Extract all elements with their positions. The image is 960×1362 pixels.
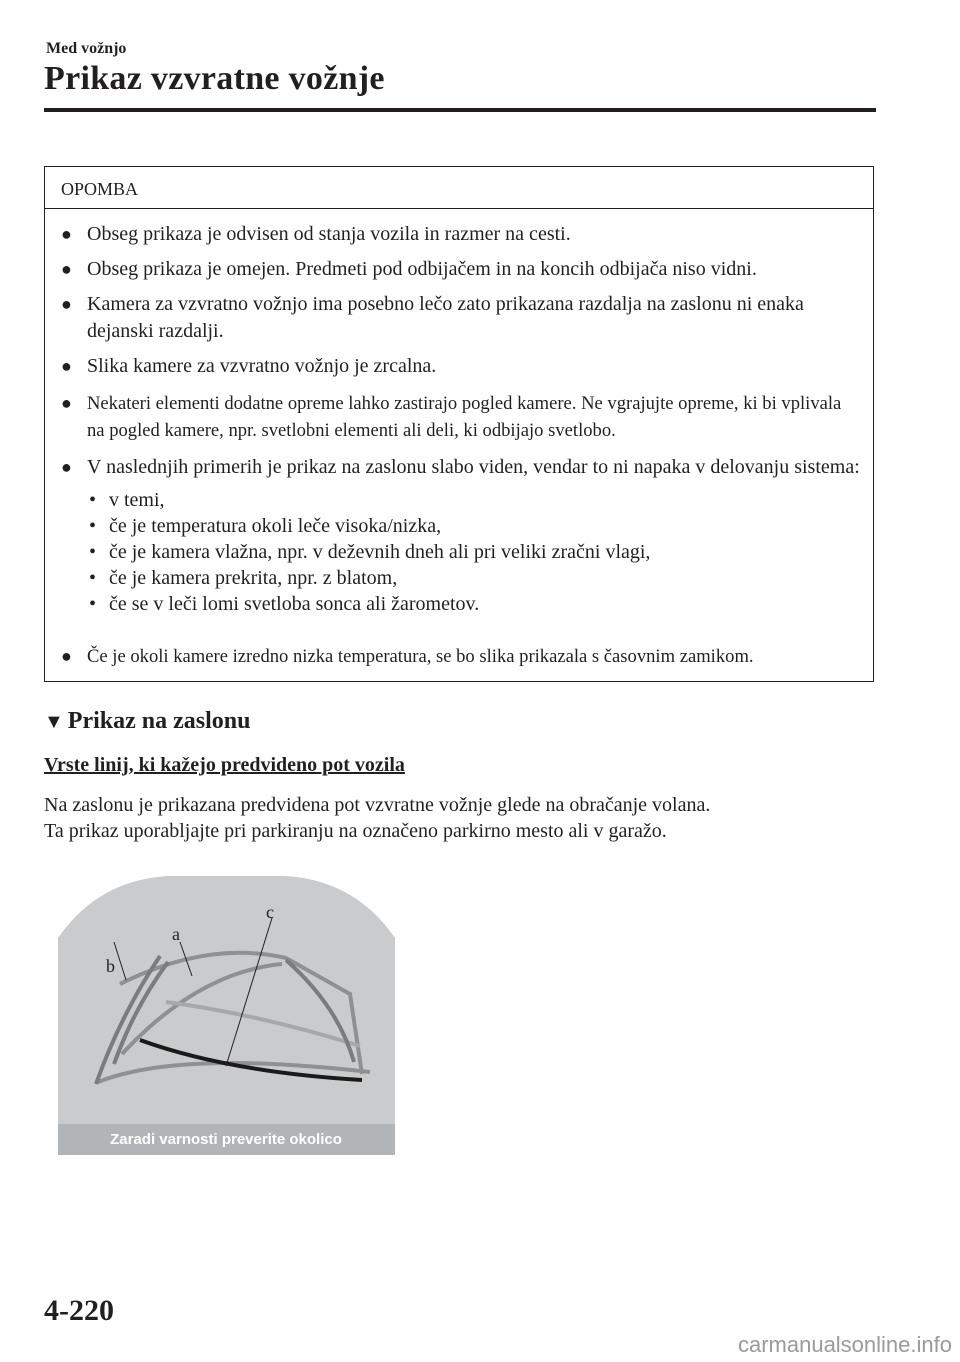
bullet-icon: ● (61, 356, 72, 376)
page-title: Prikaz vzvratne vožnje (44, 60, 385, 97)
screen-background (58, 876, 395, 1155)
title-divider (44, 108, 876, 112)
bullet-icon: ● (61, 294, 72, 314)
note-item-text: Obseg prikaza je odvisen od stanja vozila in razmer na cesti. (87, 223, 571, 245)
figure-caption: Zaradi varnosti preverite okolico (110, 1131, 342, 1148)
bullet-icon: ● (61, 224, 72, 244)
note-box (44, 166, 874, 682)
sub-item-text: če je kamera vlažna, npr. v deževnih dneh ali pri veliki zračni vlagi, (109, 541, 651, 563)
guide-lines-heading: Vrste linij, ki kažejo predvideno pot vozila (44, 754, 405, 776)
bullet-icon: • (89, 489, 97, 511)
sub-item-text: če je kamera prekrita, npr. z blatom, (109, 567, 398, 589)
subsection-title (44, 708, 250, 735)
note-item-text: V naslednjih primerih je prikaz na zaslonu slabo viden, vendar to ni napaka v delovanju sistema: (87, 456, 860, 478)
bullet-icon: ● (61, 259, 72, 279)
sub-list-item (87, 487, 863, 513)
note-item (61, 353, 863, 380)
label-c: c (266, 902, 274, 922)
rear-camera-figure (58, 876, 395, 1155)
note-item-text: Kamera za vzvratno vožnjo ima posebno lečo zato prikazana razdalja na zaslonu ni enaka dejanski razdalji. (87, 293, 804, 342)
section-label: Med vožnjo (46, 40, 127, 57)
note-item (61, 643, 863, 670)
subsection-title-text: Prikaz na zaslonu (67, 708, 251, 734)
note-item (61, 256, 863, 283)
bullet-icon: • (89, 593, 97, 615)
triangle-down-icon: ▼ (44, 711, 64, 733)
sub-list-item (87, 539, 863, 565)
note-item (61, 390, 863, 444)
bullet-icon: • (89, 515, 97, 537)
bullet-icon: • (89, 567, 97, 589)
bullet-icon: ● (61, 646, 72, 666)
watermark: carmanualsonline.info (737, 1332, 952, 1357)
sub-item-text: če je temperatura okoli leče visoka/nizka, (109, 515, 442, 537)
page-number: 4-220 (44, 1294, 114, 1327)
bullet-icon: • (89, 541, 97, 563)
paragraph-line: Na zaslonu je prikazana predvidena pot vzvratne vožnje glede na obračanje volana. (44, 794, 711, 816)
note-item (61, 221, 863, 248)
note-item-text: Slika kamere za vzvratno vožnjo je zrcalna. (87, 355, 437, 377)
sub-list (61, 487, 863, 617)
label-b: b (106, 956, 115, 976)
note-item-text: Če je okoli kamere izredno nizka temperatura, se bo slika prikazala s časovnim zamikom. (87, 646, 754, 667)
rear-camera-illustration (58, 876, 395, 1155)
sub-item-text: v temi, (109, 489, 165, 511)
bullet-icon: ● (61, 457, 72, 477)
sub-list-item (87, 565, 863, 591)
paragraph-line: Ta prikaz uporabljajte pri parkiranju na označeno parkirno mesto ali v garažo. (44, 820, 667, 842)
note-item (61, 454, 863, 617)
sub-list-item (87, 513, 863, 539)
sub-list-item (87, 591, 863, 617)
label-a: a (172, 924, 180, 944)
sub-item-text: če se v leči lomi svetloba sonca ali žarometov. (109, 593, 480, 615)
bullet-icon: ● (61, 393, 72, 413)
note-item-text: Obseg prikaza je omejen. Predmeti pod odbijačem in na koncih odbijača niso vidni. (87, 258, 757, 280)
note-item-text: Nekateri elementi dodatne opreme lahko zastirajo pogled kamere. Ne vgrajujte opreme, ki bi vplivala na pogled kamere, npr. svetlobni elementi ali deli, ki odbijajo svetlobo. (87, 393, 842, 441)
note-item (61, 291, 863, 345)
note-heading: OPOMBA (45, 167, 873, 209)
